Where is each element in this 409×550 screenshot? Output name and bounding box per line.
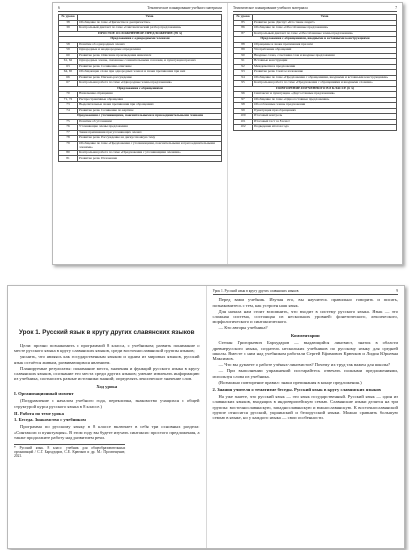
lesson-number-cell: 58 [59,42,78,48]
topic-cell: Развитие речи. Описание произведения живописи [78,53,222,59]
lesson-question: — Кто авторы учебника? [218,325,268,331]
lesson-paragraph: (Поздравление с началом учебного года, перекличка, знакомство учащихся с общей структурой курса русского языка в 8 классе.) [14,398,200,409]
topic-cell: Развитие речи. Сжатое изложение [253,70,397,76]
column-header-topic: Тема [78,15,222,21]
planning-page-right [227,3,402,264]
topic-cell: Обобщение по теме «Односоставные предложения» [253,97,397,103]
lesson-paragraph: (Возможно повторение правил: знаки препинания в конце предложения.) [218,379,362,385]
planning-table-left [58,14,222,162]
lesson-number-cell: 85 [234,20,253,26]
lesson-number-cell: 88 [234,42,253,48]
topic-cell: Развитие речи. Сочинение-описание [78,64,222,70]
lesson-paragraph: Цели: прочно познакомить с программой 8 класса, с учебником; развить понимание о месте русского языка в кругу славянских языков, среди восточнославянской группы языков; [14,342,200,354]
table-row [59,141,222,150]
topic-cell: Развитие речи. Диспут «Кто такие люди?» [253,20,397,26]
column-header-number: № урока [234,15,253,21]
topic-cell: Понятие об однородных членах [78,42,222,48]
topic-cell: Обращение и знаки препинания при нём [253,42,397,48]
lesson-number-cell: 75 [59,119,78,125]
topic-cell: Назначение обращения [78,92,222,98]
lesson-page-left [8,286,206,548]
lesson-number-cell: 61, 62 [59,59,78,65]
lesson-step-heading: I. Организационный момент [14,391,74,397]
footnote: * Русский язык. 8 класс: учебник для общеобразовательных организаций / С.Г. Бархударов, С.Е. Крючков и др. М.: Просвещение, 2021. [14,445,126,459]
topic-cell: Вводные слова, сочетания слов и вводные предложения [253,53,397,59]
lesson-number-cell: 89 [234,48,253,54]
lesson-section-heading: Ход урока [96,383,118,389]
table-row [59,156,222,162]
topic-cell: Уточняющие члены предложения [78,125,222,131]
topic-cell: Однородные и неоднородные определения [78,48,222,54]
topic-cell: Подведение итогов года [253,125,397,131]
lesson-number-cell: 63 [59,64,78,70]
lesson-number-cell: 73 [59,103,78,109]
lesson-step-heading: II. Работа по теме урока [14,410,64,416]
lesson-number-cell: 91 [234,59,253,65]
lesson-number-cell: 96 [234,92,253,98]
lesson-number-cell: 67 [59,81,78,87]
topic-cell: Обобщение по теме «Обособленные предложения» [253,26,397,32]
lesson-number-cell: 100 [234,114,253,120]
lesson-number-cell: 95 [234,81,253,87]
lesson-number-cell: 74 [59,108,78,114]
planning-table-right [233,14,397,131]
lesson-paragraph: Перед вами учебник. Изучая его, вы научитесь правильно говорить и писать, познакомитесь с тем, как устроен наш язык. [212,297,398,308]
lesson-number-cell: 102 [234,125,253,131]
lesson-substep-heading: 1. Беседа. Знакомство с учебником [14,417,86,423]
planning-spread [52,2,403,265]
lesson-paragraph: уяснить, что являясь как государственным языком и одним из мировых языков, русский язык остаётся живым, развивающимся явлением. [14,354,200,365]
lesson-number-cell: 77 [59,130,78,136]
column-header-number: № урока [59,15,78,21]
topic-cell: Междометия в предложении [253,64,397,70]
lesson-number-cell: 79 [59,141,78,150]
lesson-number-cell: 76 [59,125,78,131]
lesson-number-cell: 81 [59,156,78,162]
lesson-number-cell: 93 [234,70,253,76]
lesson-number-cell: 71, 72 [59,97,78,103]
topic-cell: Вставные конструкции [253,59,397,65]
comments-heading: Комментарии [290,332,320,338]
lesson-paragraph: Планируемые результаты: понимание места, значения и функций русского языка в кругу славянских языков, осознание его места среди других языков; умение извлекать информацию из учебника, соотносить разные источники знаний; определять лексическое значение слов. [14,365,200,382]
section-title: Предложения с уточняющими, пояснительными и присоединительными членами [59,114,222,120]
topic-cell: Обобщение по теме «Предложения с обращениями, вводными и вставными конструкциями» [253,75,397,81]
lesson-question: — Что вы думаете о работе учёных-лингвистов? Почему их труд так важен для школы? [218,362,391,368]
page-number: 7 [395,6,397,10]
topic-cell: Контрольная работа по теме «Предложения с обращениями и вводными словами» [253,81,397,87]
topic-cell: Обобщающие слова при однородных членах и знаки препинания при них [78,70,222,76]
lesson-number-cell: 99 [234,108,253,114]
lesson-number-cell: 92 [234,64,253,70]
lesson-number-cell: 60 [59,53,78,59]
page-header-title: Тематическое планирование учебного материала [233,6,308,10]
lesson-number-cell: 64, 65 [59,70,78,76]
topic-cell: Развитие речи. Сочинение по картине [78,108,222,114]
lesson-paragraph: Программа по русскому языку в 8 классе включает в себя три основных раздела: «Синтаксис и пунктуация». В этом году вы будете изучать синтаксис простого предложения, а также продолжите работу над развитием речи. [14,424,200,441]
topic-cell: Однородные члены, связанные сочинительными союзами, и пунктуация при них [78,59,222,65]
topic-cell: Развитие речи. Изложение [78,156,222,162]
topic-cell: Обобщение по теме «Причастие и деепричастие» [78,20,222,26]
topic-cell: Развитие речи. Письмо-рассуждение [78,75,222,81]
topic-cell: Знаки препинания при уточняющих членах [78,130,222,136]
section-title: ПРОСТОЕ ОСЛОЖНЁННОЕ ПРЕДЛОЖЕНИЕ (39 ч) [59,31,222,37]
section-title: Предложения с обращениями [59,86,222,92]
lesson-number-cell: 87 [234,31,253,37]
lesson-number-cell: 101 [234,119,253,125]
lesson-number-cell: 39 [59,26,78,32]
lesson-number-cell: 38 [59,20,78,26]
lesson-number-cell: 98 [234,103,253,109]
topic-cell: Выделительные знаки препинания при обращениях [78,103,222,109]
topic-cell: Контрольный диктант по теме «Синтаксический разбор предложения» [78,26,222,32]
topic-cell: Понятие об уточнении [78,119,222,125]
topic-cell: Синтаксис и пунктуация. «Двусоставные предложения» [253,92,397,98]
topic-cell: Контрольная работа по теме «Предложения с уточняющими членами» [78,150,222,156]
page-number: 6 [58,6,60,10]
lesson-number-cell: 66 [59,75,78,81]
topic-cell: Пунктуация при обращениях [253,108,397,114]
page-header-title: Тематическое планирование учебного материала [147,6,222,10]
topic-cell: Итоговый тест за 8 класс [253,119,397,125]
planning-page-left [53,3,227,264]
topic-cell: Контрольный диктант по теме «Обособленные члены предложения» [253,31,397,37]
section-title: Предложения с однородными членами [59,37,222,43]
lesson-number-cell: 97 [234,97,253,103]
table-row [234,125,397,131]
section-title: ПОВТОРЕНИЕ ИЗУЧЕННОГО В 8 КЛАССЕ (6 ч) [234,86,397,92]
lesson-number-cell: 70 [59,92,78,98]
topic-cell: Обособленные члены предложения [253,103,397,109]
lesson-title: Урок 1. Русский язык в кругу других славянских языков [19,329,195,336]
lesson-number-cell: 78 [59,136,78,142]
lesson-spread [7,285,405,549]
topic-cell: Обобщение по теме «Предложения с уточняющими, пояснительными и присоединительными членами» [78,141,222,150]
lesson-page-right [206,286,405,548]
running-header [233,6,397,12]
lesson-number-cell: 90 [234,53,253,59]
lesson-question: — При выполнении упражнений постарайтесь отвечать полными предложениями, используя слова из учебника. [212,368,398,379]
lesson-number-cell: 59 [59,48,78,54]
lesson-paragraph: Степан Григорьевич Бархударов — выдающийся лингвист, знаток в области древнерусского языка, создатель нескольких учебников по русскому языку для средней школы. Вместе с ним над учебником работали Сергей Ефимович Крючков и Лидия Юрьевна Максимов. [212,340,398,362]
lesson-number-cell: 94 [234,75,253,81]
running-header [213,289,399,295]
lesson-substep-heading: 2. Знания учителя о тематизме беседы. Русский язык в кругу славянских языков [212,386,381,392]
section-title: Предложения с обращениями, вводными и вставными конструкциями [234,37,397,43]
lesson-number-cell: 80 [59,150,78,156]
lesson-number-cell: 86 [234,26,253,32]
page-header-title: Урок 1. Русский язык в кругу других славянских языков [212,289,299,293]
topic-cell: Употребление обращений [253,48,397,54]
topic-cell: Итоговый контроль [253,114,397,120]
column-header-topic: Тема [253,15,397,21]
page-number: 9 [396,289,398,293]
running-header [58,6,222,12]
topic-cell: Распространённые обращения [78,97,222,103]
topic-cell: Контрольная работа по теме «Однородные члены предложения» [78,81,222,87]
lesson-paragraph: Для начала нам стоит вспомнить, что входит в систему русского языка. Язык — это сложная система, состоящая из нескольких уровней: фонетического, лексического, морфологического и синтаксического. [212,308,398,325]
lesson-paragraph: На уже знаете, что русский язык — это язык государственный. Русский язык — один из славянских языков, входящих в индоевропейскую семью. Славянские языки делятся на три группы: восточнославянскую, западнославянскую и южнославянскую. К восточнославянской группе относятся русский, украинский и белорусский языки. Можно сравнить большую семью в языке, но у каждого языка — свои особенности. [212,393,398,421]
topic-cell: Развитие речи. Рассуждение на дискуссионную тему [78,136,222,142]
